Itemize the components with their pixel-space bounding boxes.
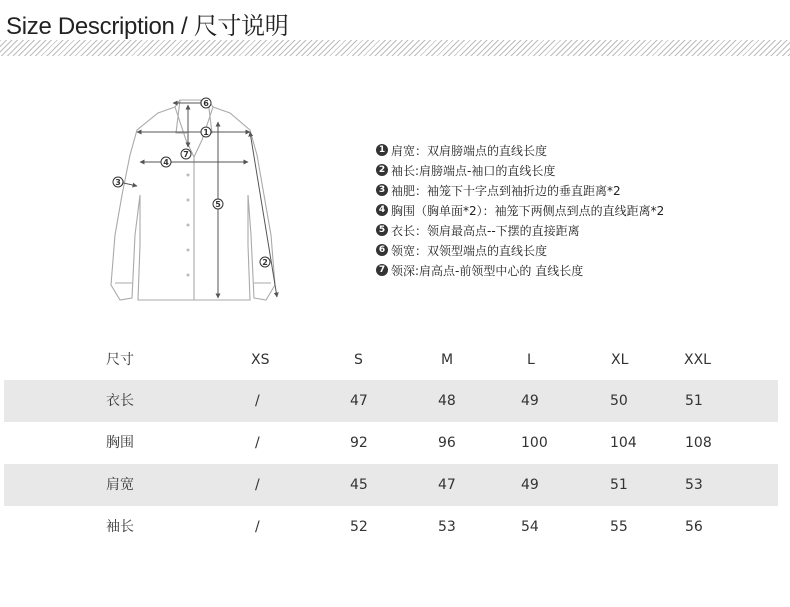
table-cell: 55 [610, 519, 628, 535]
legend-text: 领宽：双领型端点的直线长度 [391, 243, 548, 258]
legend-text: 衣长：领肩最高点--下摆的直接距离 [391, 223, 580, 238]
table-cell: 92 [350, 435, 368, 451]
svg-text:5: 5 [215, 200, 221, 209]
legend-number: 7 [376, 264, 388, 276]
table-cell: 45 [350, 477, 368, 493]
header-cell: XL [611, 352, 629, 368]
table-cell: 53 [438, 519, 456, 535]
button-dots [187, 174, 190, 277]
svg-text:1: 1 [203, 128, 209, 137]
legend-item [376, 200, 664, 220]
legend-item [376, 140, 664, 160]
row-label: 袖长 [106, 519, 134, 535]
shirt-outline-icon [111, 100, 275, 300]
table-cell: 54 [521, 519, 539, 535]
legend-text: 袖长:肩膀端点-袖口的直线长度 [391, 163, 556, 178]
table-cell: 96 [438, 435, 456, 451]
table-cell: 53 [685, 477, 703, 493]
table-cell: 48 [438, 393, 456, 409]
table-cell: 100 [521, 435, 548, 451]
page-title: Size Description / 尺寸说明 [6, 13, 289, 40]
marker-7 [181, 149, 191, 159]
header-cell: XS [251, 352, 270, 368]
table-cell: 47 [438, 477, 456, 493]
svg-text:6: 6 [203, 99, 209, 108]
table-cell: 50 [610, 393, 628, 409]
legend-item [376, 220, 664, 240]
table-cell: 47 [350, 393, 368, 409]
title-divider [0, 40, 790, 56]
svg-text:2: 2 [262, 258, 268, 267]
table-cell: / [255, 519, 260, 535]
legend-number: 3 [376, 184, 388, 196]
svg-text:4: 4 [163, 158, 169, 167]
legend-number: 6 [376, 244, 388, 256]
header-cell: S [354, 352, 363, 368]
svg-text:7: 7 [183, 150, 189, 159]
header-cell: XXL [684, 352, 711, 368]
svg-text:3: 3 [115, 178, 121, 187]
row-label: 衣长 [106, 393, 134, 409]
table-header-row [4, 338, 778, 380]
legend-text: 领深:肩高点-前领型中心的 直线长度 [391, 263, 584, 278]
table-cell: 108 [685, 435, 712, 451]
marker-4 [161, 157, 171, 167]
marker-3 [113, 177, 123, 187]
legend-text: 肩宽：双肩膀端点的直线长度 [391, 143, 548, 158]
legend-text: 袖肥：袖笼下十字点到袖折边的垂直距离*2 [391, 183, 621, 198]
table-cell: 56 [685, 519, 703, 535]
row-label: 肩宽 [106, 477, 134, 493]
legend-number: 2 [376, 164, 388, 176]
row-label: 胸围 [106, 435, 134, 451]
measure-markers [113, 98, 270, 267]
table-row [4, 464, 778, 506]
header-cell: 尺寸 [106, 352, 134, 368]
table-cell: / [255, 477, 260, 493]
header-cell: L [527, 352, 535, 368]
table-cell: 49 [521, 477, 539, 493]
marker-1 [201, 127, 211, 137]
legend-item [376, 240, 664, 260]
marker-6 [201, 98, 211, 108]
table-row [4, 506, 778, 548]
measure-lines [119, 103, 277, 298]
legend-number: 1 [376, 144, 388, 156]
table-cell: 51 [610, 477, 628, 493]
legend-number: 4 [376, 204, 388, 216]
table-cell: 52 [350, 519, 368, 535]
table-cell: 51 [685, 393, 703, 409]
table-cell: / [255, 393, 260, 409]
marker-2 [260, 257, 270, 267]
legend-item [376, 180, 664, 200]
measurement-legend [376, 140, 664, 280]
size-table [4, 338, 778, 548]
table-row [4, 422, 778, 464]
marker-5 [213, 199, 223, 209]
shirt-diagram [100, 85, 290, 320]
legend-text: 胸围（胸单面*2）：袖笼下两侧点到点的直线距离*2 [391, 203, 665, 218]
legend-item [376, 260, 664, 280]
table-cell: 104 [610, 435, 637, 451]
table-cell: / [255, 435, 260, 451]
table-row [4, 380, 778, 422]
header-cell: M [441, 352, 454, 368]
legend-number: 5 [376, 224, 388, 236]
table-cell: 49 [521, 393, 539, 409]
legend-item [376, 160, 664, 180]
